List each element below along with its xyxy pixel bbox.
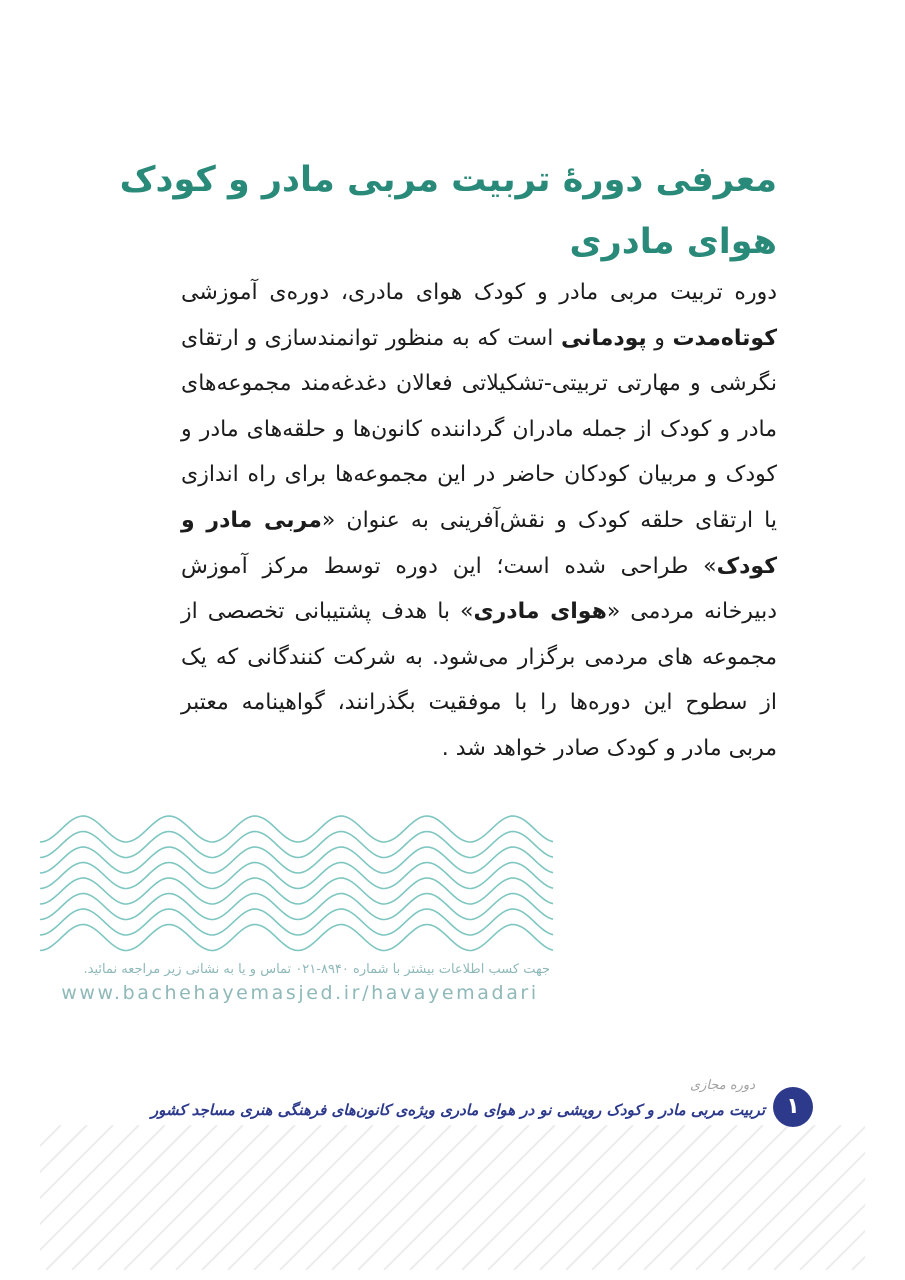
wave-pattern-icon xyxy=(40,815,555,955)
page-subtitle: هوای مادری xyxy=(569,222,777,262)
wave-line xyxy=(40,894,553,920)
wave-line xyxy=(40,847,553,873)
diagonal-line xyxy=(40,1125,87,1270)
body-text-part: دوره تربیت مربی مادر و کودک هوای مادری، دوره‌ی آموزشی xyxy=(181,280,777,305)
footer-text: تربیت مربی مادر و کودک رویشی نو در هوای مادری ویژه‌ی کانون‌های فرهنگی هنری مساجد کشور xyxy=(150,1101,765,1119)
website-link[interactable]: www.bachehayemasjed.ir/havayemadari xyxy=(61,982,539,1004)
body-text-part: و xyxy=(646,325,673,351)
page-number-badge: ۱ xyxy=(773,1087,813,1127)
footer-kicker: دوره مجازی xyxy=(689,1078,755,1093)
diagonal-line xyxy=(40,1125,113,1270)
body-text-part: » با هدف پشتیبانی تخصصی از مجموعه های مردمی برگزار می‌شود. به شرکت کنندگانی که یک از سطوح این دوره‌ها را با موفقیت بگذرانند، گواهینامه معتبر مربی مادر و کودک صادر خواهد شد . xyxy=(181,599,777,761)
body-bold-term: کوتاه‌مدت xyxy=(672,325,777,351)
page-title: معرفی دورۀ تربیت مربی مادر و کودک xyxy=(119,160,777,200)
wave-line xyxy=(40,816,553,842)
body-paragraph xyxy=(181,270,777,772)
wave-line xyxy=(40,832,553,858)
diagonal-line xyxy=(852,1125,865,1270)
diagonal-line xyxy=(40,1125,139,1270)
body-text-part: » طراحی شده است؛ این دوره توسط مرکز آموزش دبیرخانه مردمی « xyxy=(181,553,777,625)
diagonal-line xyxy=(800,1125,865,1270)
body-bold-term: پودمانی xyxy=(560,325,647,351)
body-text-part: است که به منظور توانمندسازی و ارتقای نگرشی و مهارتی تربیتی-تشکیلاتی فعالان دغدغه‌مند مجموعه‌های مادر و کودک از جمله مادران گرداننده کانون‌ها و حلقه‌های مادر و کودک و مربیان کودکان حاضر در این مجموعه‌ها برای راه اندازی یا ارتقای حلقه کودک و نقش‌آفرینی به عنوان « xyxy=(181,325,778,533)
wave-line xyxy=(40,878,553,904)
wave-line xyxy=(40,863,553,889)
body-bold-term: مربی مادر و کودک xyxy=(181,507,777,579)
diagonal-line-pattern-icon xyxy=(40,1125,865,1270)
wave-line xyxy=(40,925,553,951)
contact-line: جهت کسب اطلاعات بیشتر با شماره ۸۹۴۰-۰۲۱ تماس و یا به نشانی زیر مراجعه نمائید. xyxy=(83,962,550,977)
body-bold-term: هوای مادری xyxy=(473,599,607,625)
wave-line xyxy=(40,909,553,935)
